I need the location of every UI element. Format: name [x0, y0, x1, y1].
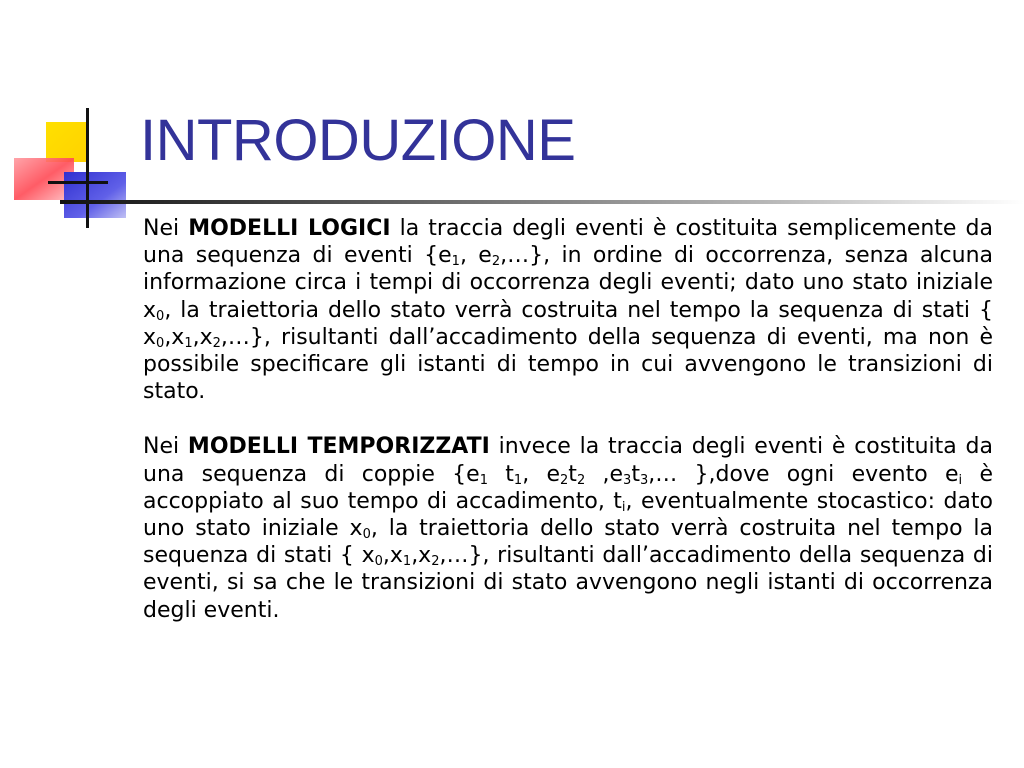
slide-title: INTRODUZIONE	[140, 108, 576, 173]
title-divider	[60, 200, 1024, 204]
yellow-square	[46, 122, 86, 162]
term-timed-models: MODELLI TEMPORIZZATI	[187, 434, 490, 460]
blue-square	[64, 172, 126, 218]
paragraph-timed-models: Nei MODELLI TEMPORIZZATI invece la traccia degli eventi è costituita da una sequenza di coppie {$e_1$ $t_1$, $e_2t_2$ $,e_3t_3,\dots$ },dove ogni evento $e_i$ è accoppiato al suo tempo di accadimento, $t_i$, eventualmente stocastico: dato uno stato iniziale $x_0$, la traiettoria dello stato verrà costruita nel tempo la sequenza di stati { $x_0,x_1,x_2,\dots$}, risultanti dall’accadimento della sequenza di eventi, si sa che le transizioni di stato avvengono negli istanti di occorrenza degli eventi.	[143, 434, 993, 623]
decorative-squares	[0, 0, 140, 240]
horizontal-line	[48, 181, 108, 184]
vertical-line	[86, 108, 89, 228]
term-logical-models: MODELLI LOGICI	[188, 216, 391, 241]
slide-body	[143, 215, 993, 624]
paragraph-logical-models: Nei MODELLI LOGICI la traccia degli eventi è costituita semplicemente da una sequenza di eventi {$e_1$, $e_2,\dots$}, in ordine di occorrenza, senza alcuna informazione circa i tempi di occorrenza degli eventi; dato uno stato iniziale $x_0$, la traiettoria dello stato verrà costruita nel tempo la sequenza di stati { $x_0,x_1,x_2,\dots$}, risultanti dall’accadimento della sequenza di eventi, ma non è possibile specificare gli istanti di tempo in cui avvengono le transizioni di stato.	[143, 216, 994, 405]
